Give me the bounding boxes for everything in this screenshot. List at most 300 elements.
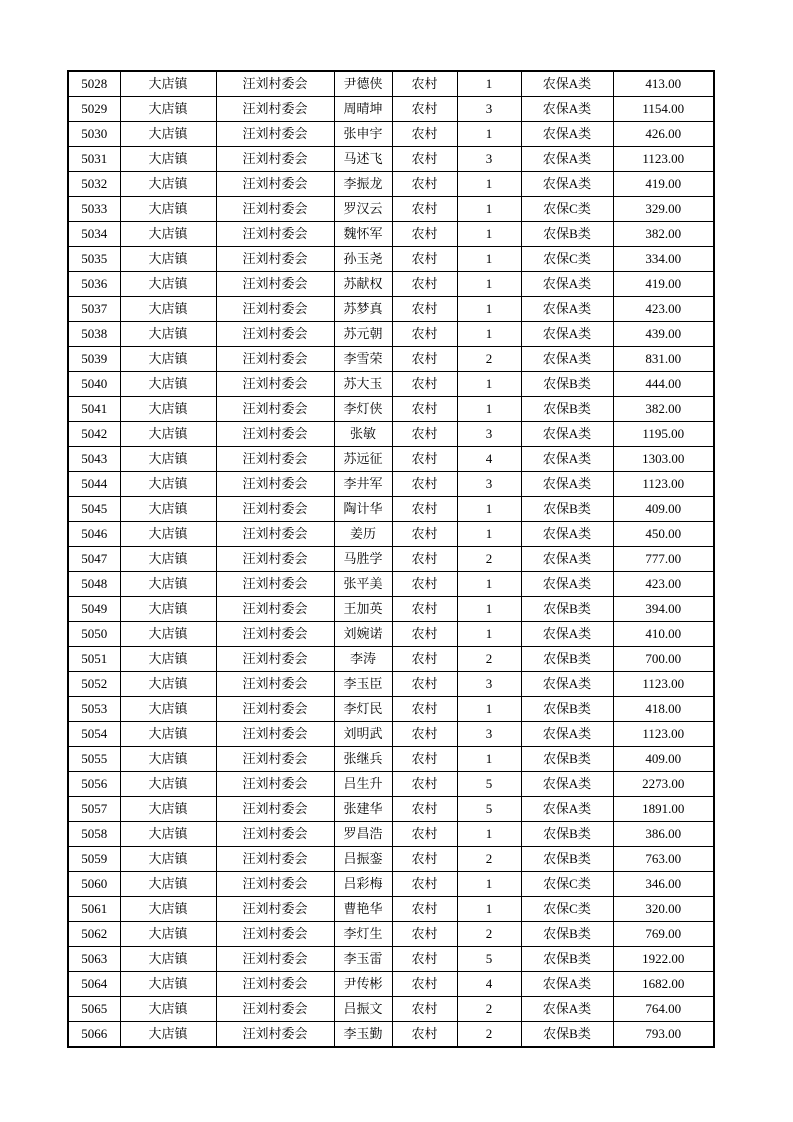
cell-town: 大店镇 <box>120 347 216 372</box>
cell-serial-number: 5063 <box>68 947 120 972</box>
table-row <box>68 897 714 922</box>
cell-amount: 1195.00 <box>613 422 714 447</box>
cell-village-committee: 汪刘村委会 <box>216 747 334 772</box>
table-row <box>68 672 714 697</box>
cell-amount: 394.00 <box>613 597 714 622</box>
table-row <box>68 972 714 997</box>
cell-amount: 329.00 <box>613 197 714 222</box>
cell-town: 大店镇 <box>120 622 216 647</box>
table-row <box>68 1022 714 1048</box>
cell-person-name: 苏大玉 <box>334 372 392 397</box>
cell-residence-type: 农村 <box>392 672 457 697</box>
cell-person-count: 1 <box>457 522 521 547</box>
cell-insurance-category: 农保A类 <box>521 322 613 347</box>
cell-person-count: 1 <box>457 597 521 622</box>
cell-insurance-category: 农保A类 <box>521 122 613 147</box>
cell-person-count: 2 <box>457 347 521 372</box>
cell-serial-number: 5040 <box>68 372 120 397</box>
cell-insurance-category: 农保A类 <box>521 97 613 122</box>
cell-town: 大店镇 <box>120 822 216 847</box>
cell-person-name: 吕生升 <box>334 772 392 797</box>
cell-town: 大店镇 <box>120 97 216 122</box>
table-row <box>68 347 714 372</box>
cell-village-committee: 汪刘村委会 <box>216 622 334 647</box>
cell-insurance-category: 农保B类 <box>521 1022 613 1048</box>
table-row <box>68 822 714 847</box>
table-row <box>68 447 714 472</box>
cell-residence-type: 农村 <box>392 922 457 947</box>
cell-person-count: 1 <box>457 247 521 272</box>
cell-amount: 423.00 <box>613 297 714 322</box>
cell-insurance-category: 农保A类 <box>521 997 613 1022</box>
cell-town: 大店镇 <box>120 222 216 247</box>
cell-serial-number: 5032 <box>68 172 120 197</box>
cell-person-name: 李涛 <box>334 647 392 672</box>
cell-amount: 419.00 <box>613 272 714 297</box>
cell-town: 大店镇 <box>120 71 216 97</box>
cell-insurance-category: 农保B类 <box>521 397 613 422</box>
cell-insurance-category: 农保B类 <box>521 947 613 972</box>
cell-amount: 777.00 <box>613 547 714 572</box>
cell-town: 大店镇 <box>120 447 216 472</box>
cell-person-name: 李玉勤 <box>334 1022 392 1048</box>
cell-person-name: 魏怀军 <box>334 222 392 247</box>
cell-village-committee: 汪刘村委会 <box>216 97 334 122</box>
cell-residence-type: 农村 <box>392 947 457 972</box>
cell-serial-number: 5044 <box>68 472 120 497</box>
table-row <box>68 947 714 972</box>
table-row <box>68 747 714 772</box>
cell-insurance-category: 农保A类 <box>521 422 613 447</box>
cell-residence-type: 农村 <box>392 772 457 797</box>
cell-amount: 419.00 <box>613 172 714 197</box>
cell-insurance-category: 农保B类 <box>521 847 613 872</box>
cell-town: 大店镇 <box>120 997 216 1022</box>
cell-amount: 1123.00 <box>613 472 714 497</box>
cell-residence-type: 农村 <box>392 622 457 647</box>
cell-person-name: 李井军 <box>334 472 392 497</box>
cell-amount: 1303.00 <box>613 447 714 472</box>
cell-insurance-category: 农保A类 <box>521 272 613 297</box>
cell-person-count: 1 <box>457 71 521 97</box>
cell-amount: 410.00 <box>613 622 714 647</box>
cell-village-committee: 汪刘村委会 <box>216 372 334 397</box>
cell-person-count: 2 <box>457 922 521 947</box>
records-table <box>67 70 715 1048</box>
cell-residence-type: 农村 <box>392 197 457 222</box>
cell-serial-number: 5049 <box>68 597 120 622</box>
cell-insurance-category: 农保C类 <box>521 247 613 272</box>
cell-serial-number: 5043 <box>68 447 120 472</box>
cell-person-name: 苏远征 <box>334 447 392 472</box>
cell-serial-number: 5057 <box>68 797 120 822</box>
table-row <box>68 222 714 247</box>
cell-person-name: 张敏 <box>334 422 392 447</box>
cell-village-committee: 汪刘村委会 <box>216 147 334 172</box>
cell-insurance-category: 农保B类 <box>521 222 613 247</box>
cell-insurance-category: 农保A类 <box>521 447 613 472</box>
records-table-body <box>68 71 714 1047</box>
table-row <box>68 847 714 872</box>
cell-person-name: 姜历 <box>334 522 392 547</box>
cell-village-committee: 汪刘村委会 <box>216 172 334 197</box>
cell-person-count: 5 <box>457 947 521 972</box>
table-row <box>68 197 714 222</box>
cell-village-committee: 汪刘村委会 <box>216 297 334 322</box>
cell-serial-number: 5060 <box>68 872 120 897</box>
cell-amount: 413.00 <box>613 71 714 97</box>
cell-village-committee: 汪刘村委会 <box>216 797 334 822</box>
cell-village-committee: 汪刘村委会 <box>216 197 334 222</box>
table-row <box>68 622 714 647</box>
cell-residence-type: 农村 <box>392 997 457 1022</box>
cell-insurance-category: 农保A类 <box>521 622 613 647</box>
cell-insurance-category: 农保B类 <box>521 822 613 847</box>
cell-insurance-category: 农保A类 <box>521 172 613 197</box>
cell-insurance-category: 农保A类 <box>521 347 613 372</box>
cell-town: 大店镇 <box>120 197 216 222</box>
cell-town: 大店镇 <box>120 672 216 697</box>
cell-serial-number: 5051 <box>68 647 120 672</box>
cell-town: 大店镇 <box>120 422 216 447</box>
cell-village-committee: 汪刘村委会 <box>216 597 334 622</box>
cell-person-name: 李灯民 <box>334 697 392 722</box>
cell-person-count: 1 <box>457 272 521 297</box>
cell-insurance-category: 农保B类 <box>521 497 613 522</box>
cell-insurance-category: 农保B类 <box>521 372 613 397</box>
cell-person-name: 刘明武 <box>334 722 392 747</box>
cell-town: 大店镇 <box>120 397 216 422</box>
cell-person-name: 曹艳华 <box>334 897 392 922</box>
table-row <box>68 797 714 822</box>
cell-amount: 1154.00 <box>613 97 714 122</box>
table-row <box>68 272 714 297</box>
table-row <box>68 172 714 197</box>
cell-person-count: 2 <box>457 647 521 672</box>
cell-town: 大店镇 <box>120 572 216 597</box>
cell-person-name: 吕彩梅 <box>334 872 392 897</box>
cell-town: 大店镇 <box>120 147 216 172</box>
cell-amount: 409.00 <box>613 497 714 522</box>
cell-village-committee: 汪刘村委会 <box>216 922 334 947</box>
cell-serial-number: 5053 <box>68 697 120 722</box>
cell-residence-type: 农村 <box>392 822 457 847</box>
cell-amount: 382.00 <box>613 397 714 422</box>
cell-town: 大店镇 <box>120 872 216 897</box>
cell-town: 大店镇 <box>120 647 216 672</box>
cell-village-committee: 汪刘村委会 <box>216 697 334 722</box>
cell-village-committee: 汪刘村委会 <box>216 71 334 97</box>
cell-person-name: 李灯生 <box>334 922 392 947</box>
cell-residence-type: 农村 <box>392 71 457 97</box>
cell-person-count: 1 <box>457 122 521 147</box>
cell-insurance-category: 农保A类 <box>521 71 613 97</box>
cell-person-count: 4 <box>457 972 521 997</box>
cell-amount: 423.00 <box>613 572 714 597</box>
cell-insurance-category: 农保A类 <box>521 572 613 597</box>
cell-village-committee: 汪刘村委会 <box>216 397 334 422</box>
table-row <box>68 547 714 572</box>
cell-residence-type: 农村 <box>392 572 457 597</box>
cell-town: 大店镇 <box>120 497 216 522</box>
cell-town: 大店镇 <box>120 747 216 772</box>
cell-residence-type: 农村 <box>392 122 457 147</box>
table-row <box>68 872 714 897</box>
table-row <box>68 71 714 97</box>
cell-residence-type: 农村 <box>392 747 457 772</box>
table-row <box>68 397 714 422</box>
cell-village-committee: 汪刘村委会 <box>216 897 334 922</box>
cell-person-count: 1 <box>457 747 521 772</box>
cell-residence-type: 农村 <box>392 147 457 172</box>
cell-serial-number: 5064 <box>68 972 120 997</box>
cell-residence-type: 农村 <box>392 847 457 872</box>
cell-person-name: 尹德侠 <box>334 71 392 97</box>
cell-village-committee: 汪刘村委会 <box>216 522 334 547</box>
cell-serial-number: 5029 <box>68 97 120 122</box>
cell-serial-number: 5033 <box>68 197 120 222</box>
cell-village-committee: 汪刘村委会 <box>216 972 334 997</box>
table-row <box>68 297 714 322</box>
cell-insurance-category: 农保A类 <box>521 672 613 697</box>
cell-insurance-category: 农保B类 <box>521 697 613 722</box>
cell-village-committee: 汪刘村委会 <box>216 847 334 872</box>
cell-person-name: 苏献权 <box>334 272 392 297</box>
table-row <box>68 522 714 547</box>
cell-town: 大店镇 <box>120 922 216 947</box>
table-row <box>68 597 714 622</box>
cell-serial-number: 5028 <box>68 71 120 97</box>
cell-person-name: 尹传彬 <box>334 972 392 997</box>
cell-serial-number: 5046 <box>68 522 120 547</box>
cell-village-committee: 汪刘村委会 <box>216 672 334 697</box>
cell-village-committee: 汪刘村委会 <box>216 822 334 847</box>
cell-person-count: 1 <box>457 197 521 222</box>
cell-person-name: 张平美 <box>334 572 392 597</box>
cell-residence-type: 农村 <box>392 1022 457 1048</box>
cell-person-name: 李振龙 <box>334 172 392 197</box>
cell-village-committee: 汪刘村委会 <box>216 1022 334 1048</box>
cell-residence-type: 农村 <box>392 447 457 472</box>
cell-person-count: 3 <box>457 672 521 697</box>
cell-town: 大店镇 <box>120 772 216 797</box>
cell-insurance-category: 农保A类 <box>521 972 613 997</box>
table-row <box>68 572 714 597</box>
cell-residence-type: 农村 <box>392 647 457 672</box>
cell-person-count: 1 <box>457 822 521 847</box>
cell-village-committee: 汪刘村委会 <box>216 272 334 297</box>
cell-village-committee: 汪刘村委会 <box>216 997 334 1022</box>
cell-residence-type: 农村 <box>392 897 457 922</box>
table-row <box>68 422 714 447</box>
cell-amount: 2273.00 <box>613 772 714 797</box>
cell-amount: 450.00 <box>613 522 714 547</box>
cell-serial-number: 5059 <box>68 847 120 872</box>
cell-residence-type: 农村 <box>392 497 457 522</box>
cell-amount: 700.00 <box>613 647 714 672</box>
cell-serial-number: 5035 <box>68 247 120 272</box>
cell-serial-number: 5066 <box>68 1022 120 1048</box>
cell-town: 大店镇 <box>120 297 216 322</box>
cell-insurance-category: 农保C类 <box>521 897 613 922</box>
cell-person-count: 5 <box>457 772 521 797</box>
cell-village-committee: 汪刘村委会 <box>216 122 334 147</box>
cell-village-committee: 汪刘村委会 <box>216 222 334 247</box>
cell-town: 大店镇 <box>120 372 216 397</box>
cell-residence-type: 农村 <box>392 272 457 297</box>
cell-person-name: 周晴坤 <box>334 97 392 122</box>
cell-person-name: 罗汉云 <box>334 197 392 222</box>
cell-serial-number: 5061 <box>68 897 120 922</box>
cell-person-name: 李灯侠 <box>334 397 392 422</box>
cell-amount: 382.00 <box>613 222 714 247</box>
cell-residence-type: 农村 <box>392 247 457 272</box>
cell-residence-type: 农村 <box>392 472 457 497</box>
cell-serial-number: 5052 <box>68 672 120 697</box>
cell-person-count: 5 <box>457 797 521 822</box>
cell-person-count: 1 <box>457 897 521 922</box>
cell-person-count: 3 <box>457 722 521 747</box>
cell-residence-type: 农村 <box>392 872 457 897</box>
cell-residence-type: 农村 <box>392 397 457 422</box>
cell-residence-type: 农村 <box>392 972 457 997</box>
cell-residence-type: 农村 <box>392 172 457 197</box>
cell-serial-number: 5058 <box>68 822 120 847</box>
cell-residence-type: 农村 <box>392 347 457 372</box>
cell-village-committee: 汪刘村委会 <box>216 772 334 797</box>
cell-residence-type: 农村 <box>392 547 457 572</box>
cell-person-name: 吕振銮 <box>334 847 392 872</box>
cell-town: 大店镇 <box>120 247 216 272</box>
cell-person-count: 1 <box>457 497 521 522</box>
cell-town: 大店镇 <box>120 722 216 747</box>
cell-person-count: 4 <box>457 447 521 472</box>
cell-village-committee: 汪刘村委会 <box>216 872 334 897</box>
cell-person-name: 王加英 <box>334 597 392 622</box>
cell-person-name: 马述飞 <box>334 147 392 172</box>
cell-insurance-category: 农保B类 <box>521 647 613 672</box>
cell-village-committee: 汪刘村委会 <box>216 947 334 972</box>
cell-serial-number: 5047 <box>68 547 120 572</box>
cell-residence-type: 农村 <box>392 697 457 722</box>
cell-village-committee: 汪刘村委会 <box>216 347 334 372</box>
cell-amount: 1682.00 <box>613 972 714 997</box>
cell-serial-number: 5036 <box>68 272 120 297</box>
table-row <box>68 922 714 947</box>
cell-person-name: 苏元朝 <box>334 322 392 347</box>
cell-residence-type: 农村 <box>392 322 457 347</box>
cell-person-count: 2 <box>457 997 521 1022</box>
cell-town: 大店镇 <box>120 322 216 347</box>
cell-person-count: 1 <box>457 172 521 197</box>
cell-town: 大店镇 <box>120 272 216 297</box>
cell-serial-number: 5041 <box>68 397 120 422</box>
cell-person-name: 陶计华 <box>334 497 392 522</box>
table-row <box>68 97 714 122</box>
cell-village-committee: 汪刘村委会 <box>216 547 334 572</box>
cell-serial-number: 5045 <box>68 497 120 522</box>
cell-amount: 1123.00 <box>613 722 714 747</box>
cell-person-count: 3 <box>457 422 521 447</box>
table-row <box>68 497 714 522</box>
cell-insurance-category: 农保B类 <box>521 597 613 622</box>
cell-village-committee: 汪刘村委会 <box>216 322 334 347</box>
cell-insurance-category: 农保A类 <box>521 297 613 322</box>
cell-person-name: 张申宇 <box>334 122 392 147</box>
cell-serial-number: 5039 <box>68 347 120 372</box>
cell-village-committee: 汪刘村委会 <box>216 722 334 747</box>
cell-residence-type: 农村 <box>392 422 457 447</box>
cell-person-count: 2 <box>457 847 521 872</box>
cell-amount: 763.00 <box>613 847 714 872</box>
cell-person-count: 2 <box>457 1022 521 1048</box>
table-row <box>68 772 714 797</box>
cell-amount: 334.00 <box>613 247 714 272</box>
cell-amount: 444.00 <box>613 372 714 397</box>
cell-person-name: 吕振文 <box>334 997 392 1022</box>
cell-person-name: 刘婉诺 <box>334 622 392 647</box>
cell-amount: 1891.00 <box>613 797 714 822</box>
cell-person-count: 1 <box>457 697 521 722</box>
cell-village-committee: 汪刘村委会 <box>216 247 334 272</box>
cell-amount: 386.00 <box>613 822 714 847</box>
table-row <box>68 122 714 147</box>
cell-serial-number: 5056 <box>68 772 120 797</box>
cell-insurance-category: 农保C类 <box>521 872 613 897</box>
cell-residence-type: 农村 <box>392 797 457 822</box>
cell-person-name: 孙玉尧 <box>334 247 392 272</box>
cell-town: 大店镇 <box>120 547 216 572</box>
table-row <box>68 247 714 272</box>
table-row <box>68 697 714 722</box>
cell-amount: 439.00 <box>613 322 714 347</box>
table-row <box>68 472 714 497</box>
cell-amount: 769.00 <box>613 922 714 947</box>
cell-person-name: 罗昌浩 <box>334 822 392 847</box>
cell-town: 大店镇 <box>120 972 216 997</box>
cell-person-count: 1 <box>457 372 521 397</box>
cell-person-count: 1 <box>457 297 521 322</box>
table-row <box>68 372 714 397</box>
cell-amount: 1123.00 <box>613 672 714 697</box>
cell-insurance-category: 农保A类 <box>521 472 613 497</box>
cell-serial-number: 5065 <box>68 997 120 1022</box>
cell-person-name: 苏梦真 <box>334 297 392 322</box>
table-row <box>68 322 714 347</box>
cell-person-count: 1 <box>457 572 521 597</box>
cell-insurance-category: 农保A类 <box>521 147 613 172</box>
cell-serial-number: 5050 <box>68 622 120 647</box>
cell-village-committee: 汪刘村委会 <box>216 422 334 447</box>
cell-serial-number: 5054 <box>68 722 120 747</box>
table-row <box>68 997 714 1022</box>
cell-residence-type: 农村 <box>392 722 457 747</box>
cell-amount: 793.00 <box>613 1022 714 1048</box>
cell-person-name: 张继兵 <box>334 747 392 772</box>
cell-village-committee: 汪刘村委会 <box>216 472 334 497</box>
cell-insurance-category: 农保A类 <box>521 522 613 547</box>
cell-amount: 1922.00 <box>613 947 714 972</box>
cell-person-count: 2 <box>457 547 521 572</box>
cell-amount: 764.00 <box>613 997 714 1022</box>
cell-insurance-category: 农保C类 <box>521 197 613 222</box>
cell-person-count: 3 <box>457 472 521 497</box>
cell-residence-type: 农村 <box>392 522 457 547</box>
cell-town: 大店镇 <box>120 122 216 147</box>
cell-person-count: 1 <box>457 397 521 422</box>
cell-serial-number: 5037 <box>68 297 120 322</box>
cell-amount: 831.00 <box>613 347 714 372</box>
